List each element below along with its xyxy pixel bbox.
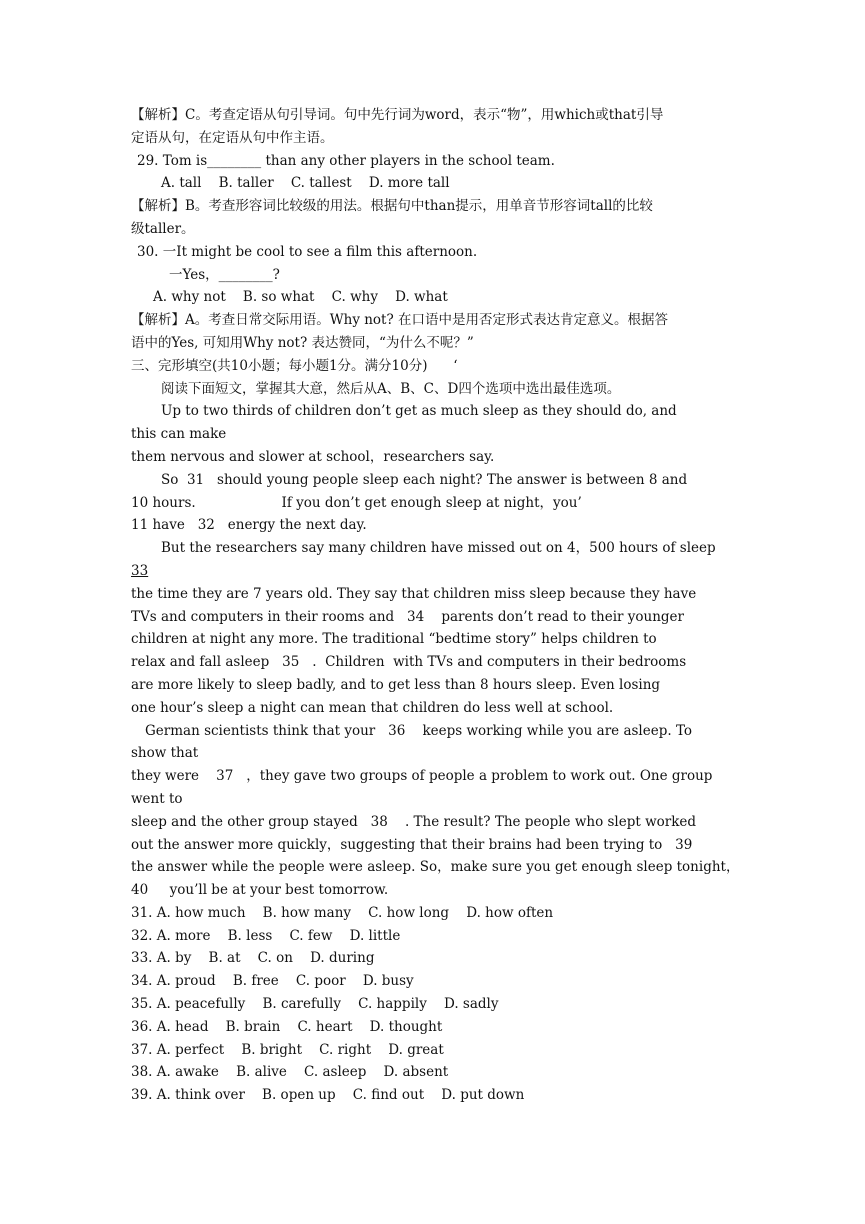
passage-line: them nervous and slower at school，researchers say. — [131, 448, 495, 465]
options-36: 36. A. head B. brain C. heart D. thought — [131, 1018, 443, 1035]
options-34: 34. A. proud B. free C. poor D. busy — [131, 973, 414, 990]
analysis-28-line-2: 定语从句，在定语从句中作主语。 — [131, 129, 334, 146]
passage-line: Up to two thirds of children don’t get as much sleep as they should do, and — [161, 403, 677, 420]
passage-line: this can make — [131, 426, 227, 443]
options-31: 31. A. how much B. how many C. how long D. how often — [131, 904, 554, 921]
passage-line: out the answer more quickly，suggesting that their brains had been trying to 39 — [131, 836, 693, 853]
passage-line: are more likely to sleep badly, and to get less than 8 hours sleep. Even losing — [131, 676, 661, 693]
passage-line: relax and fall asleep 35 . Children with TVs and computers in their bedrooms — [131, 654, 687, 671]
options-38: 38. A. awake B. alive C. asleep D. absent — [131, 1064, 449, 1081]
passage-line: But the researchers say many children have missed out on 4，500 hours of sleep — [161, 540, 716, 557]
cloze-instructions: 阅读下面短文，掌握其大意，然后从A、B、C、D四个选项中选出最佳选项。 — [161, 380, 621, 397]
passage-line: one hour’s sleep a night can mean that children do less well at school. — [131, 699, 614, 716]
analysis-30-line-2: 语中的Yes, 可知用Why not? 表达赞同，“为什么不呢？” — [131, 334, 474, 351]
passage-line: TVs and computers in their rooms and 34 parents don’t read to their younger — [131, 608, 684, 625]
passage-line: 10 hours. If you don’t get enough sleep at night，you’ — [131, 494, 582, 511]
analysis-29-line-1: 【解析】B。考查形容词比较级的用法。根据句中than提示，用单音节形容词tall的比较 — [131, 198, 653, 215]
passage-line: the answer while the people were asleep. So，make sure you get enough sleep tonight， — [131, 859, 740, 876]
question-30: 30. 一It might be cool to see a film this afternoon. — [137, 243, 478, 260]
analysis-29-line-2: 级taller。 — [131, 220, 195, 237]
section-heading-cloze: 三、完形填空(共10小题；每小题1分。满分10分) ‘ — [131, 357, 458, 374]
options-32: 32. A. more B. less C. few D. little — [131, 927, 401, 944]
options-35: 35. A. peacefully B. carefully C. happily D. sadly — [131, 996, 499, 1013]
passage-line: children at night any more. The traditional “bedtime story” helps children to — [131, 631, 657, 648]
passage-line: So 31 should young people sleep each night? The answer is between 8 and — [161, 471, 688, 488]
passage-line: sleep and the other group stayed 38 . The result? The people who slept worked — [131, 813, 697, 830]
passage-line: the time they are 7 years old. They say that children miss sleep because they have — [131, 585, 697, 602]
options-33: 33. A. by B. at C. on D. during — [131, 950, 375, 967]
analysis-30-line-1: 【解析】A。考查日常交际用语。Why not? 在口语中是用否定形式表达肯定意义。根据答 — [131, 312, 669, 329]
options-30: A. why not B. so what C. why D. what — [153, 289, 448, 306]
options-29: A. tall B. taller C. tallest D. more tall — [161, 175, 450, 192]
document-page — [131, 104, 740, 1107]
options-39: 39. A. think over B. open up C. find out D. put down — [131, 1087, 525, 1104]
passage-line: 40 you’ll be at your best tomorrow. — [131, 882, 389, 899]
passage-line: went to — [131, 790, 183, 807]
question-30-reply: 一Yes，________? — [169, 266, 280, 283]
question-29: 29. Tom is________ than any other players in the school team. — [137, 152, 555, 169]
analysis-28-line-1: 【解析】C。考查定语从句引导词。句中先行词为word，表示“物”，用which或that引导 — [131, 107, 664, 123]
passage-blank-33: 33 — [131, 562, 149, 579]
passage-line: they were 37 ，they gave two groups of people a problem to work out. One group — [131, 768, 713, 785]
passage-line: German scientists think that your 36 keeps working while you are asleep. To — [145, 722, 693, 739]
options-37: 37. A. perfect B. bright C. right D. great — [131, 1041, 444, 1058]
passage-line: 11 have 32 energy the next day. — [131, 517, 367, 534]
passage-line: show that — [131, 745, 199, 762]
